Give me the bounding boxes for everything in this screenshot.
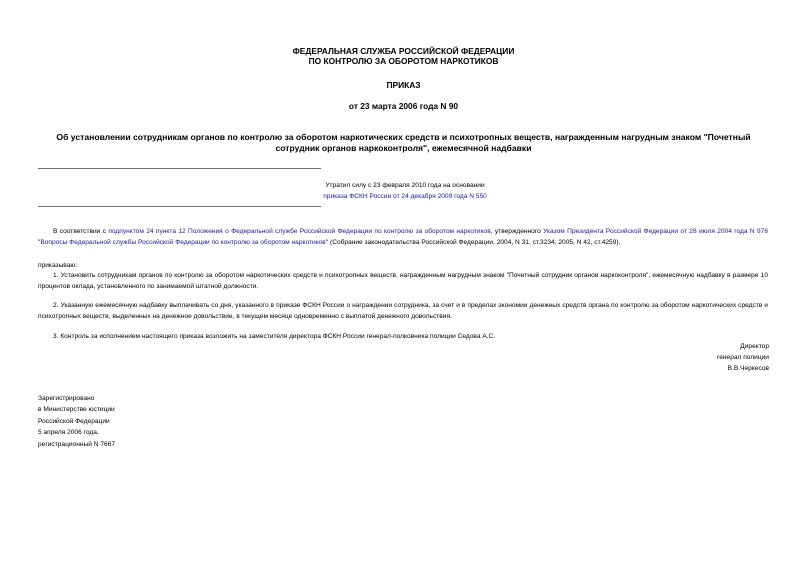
- signature-name: В.В.Черкесов: [727, 365, 769, 373]
- document-subject: [30, 132, 777, 153]
- subject-line2: сотрудник органов наркоконтроля", ежемесячной надбавки: [275, 142, 532, 153]
- item-3: 3. Контроль за исполнением настоящего приказа возложить на заместителя директора ФСКН России генерал-полковника полиции Седова А.С.: [53, 333, 496, 340]
- registration-line3: Российской Федерации: [38, 417, 110, 425]
- signature-title: Директор: [740, 343, 769, 350]
- signature-rank: генерал полиции: [716, 354, 769, 362]
- preamble-tail: " (Собрание законодательства Российской Федерации, 2004, N 31, ст.3234; 2005, N 42, ст.4259),: [325, 239, 621, 247]
- presidential-decree-link[interactable]: Указом Президента Российской Федерации от 28 июля 2004 года N 976: [543, 228, 768, 235]
- status-note: [200, 180, 610, 202]
- preamble-mid2: ": [38, 239, 41, 247]
- document-date: от 23 марта 2006 года N 90: [348, 101, 459, 111]
- status-note-text: Утратил силу с 23 февраля 2010 года на основании: [325, 182, 485, 189]
- registration-line2: в Министерстве юстиции: [38, 406, 115, 414]
- signature-block: [569, 341, 769, 375]
- repeal-order-link[interactable]: приказа ФСКН России от 24 декабря 2009 года N 550: [323, 193, 487, 200]
- registration-line5: регистрационный N 7667: [38, 440, 116, 448]
- subject-line1: Об установлении сотрудникам органов по контролю за оборотом наркотических средств и психотропных веществ, награжденным нагрудным знаком "Почетный: [56, 132, 751, 142]
- decree-title-link[interactable]: Вопросы Федеральной службы Российской Федерации по контролю за оборотом наркотиков: [40, 239, 326, 247]
- regulation-link[interactable]: подпунктом 24 пункта 12 Положения о Федеральной службе Российской Федерации по контролю за оборотом наркотиков: [108, 228, 491, 235]
- item-1: 1. Установить сотрудникам органов по контролю за оборотом наркотических средств и психотропных веществ, награжденным нагрудным знаком "Почетный сотрудник органов наркоконтроля", ежемесячную надбавку в размере 10 процентов оклада, установленного по занимаемой штатной должности.: [38, 272, 768, 291]
- registration-line1: Зарегистрировано: [38, 395, 95, 402]
- preamble-paragraph: [38, 226, 768, 248]
- registration-block: [38, 393, 238, 450]
- registration-line4: 5 апреля 2006 года,: [38, 429, 99, 437]
- bottom-divider: [38, 206, 321, 207]
- agency-name-line1: ФЕДЕРАЛЬНАЯ СЛУЖБА РОССИЙСКОЙ ФЕДЕРАЦИИ: [292, 46, 515, 56]
- agency-name-line2: ПО КОНТРОЛЮ ЗА ОБОРОТОМ НАРКОТИКОВ: [308, 56, 499, 66]
- preamble-intro: В соответствии с: [53, 228, 109, 235]
- item-2: 2. Указанную ежемесячную надбавку выплачивать со дня, указанного в приказе ФСКН России о награждении сотрудника, за счет и в пределах экономии денежных средств органа по контролю за оборотом наркотических средств и психотропных веществ, выделенных на денежное довольствие, в текущем месяце одновременно с выплатой денежного довольствия.: [38, 302, 768, 321]
- top-divider: [38, 168, 321, 169]
- document-type: ПРИКАЗ: [386, 80, 421, 90]
- order-word: приказываю:: [38, 262, 78, 269]
- preamble-mid1: , утвержденного: [490, 228, 544, 235]
